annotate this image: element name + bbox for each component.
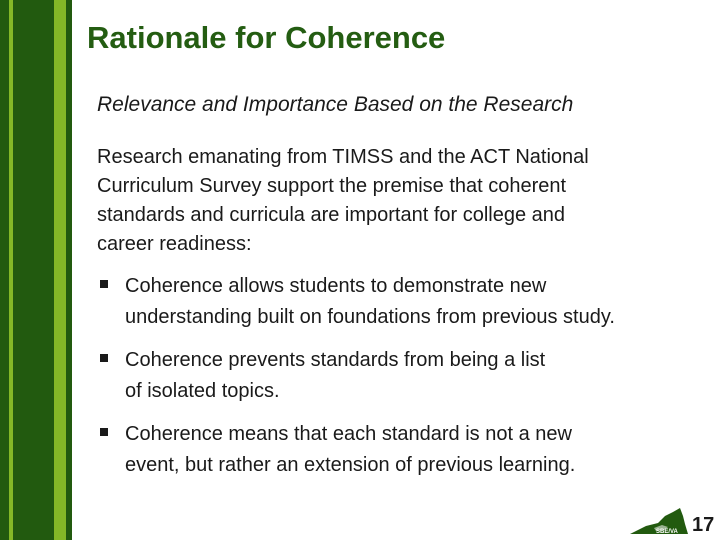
slide-title: Rationale for Coherence <box>87 20 446 55</box>
virginia-state-map-logo <box>628 506 690 536</box>
bullet-text <box>125 345 717 407</box>
intro-line: Curriculum Survey support the premise that coherent <box>97 175 567 197</box>
bullet-line: understanding built on foundations from previous study. <box>125 306 615 328</box>
bullet-line: of isolated topics. <box>125 380 280 402</box>
bullet-list <box>97 271 717 493</box>
page-number: 17 <box>692 514 715 536</box>
bullet-text <box>125 271 717 333</box>
sidebar-stripe <box>9 0 13 540</box>
bullet-item <box>97 271 717 333</box>
left-sidebar-band <box>0 0 72 540</box>
svg-text:SBE/VA: SBE/VA <box>656 529 678 535</box>
intro-line: career readiness: <box>97 233 252 255</box>
bullet-line: event, but rather an extension of previous learning. <box>125 454 576 476</box>
bullet-item <box>97 419 717 481</box>
square-bullet-icon <box>100 280 108 288</box>
intro-paragraph <box>97 143 707 259</box>
square-bullet-icon <box>100 354 108 362</box>
bullet-item <box>97 345 717 407</box>
bullet-line: Coherence prevents standards from being a list <box>125 349 546 371</box>
bullet-line: Coherence allows students to demonstrate new <box>125 275 547 297</box>
intro-line: standards and curricula are important for college and <box>97 204 566 226</box>
bullet-line: Coherence means that each standard is not a new <box>125 423 572 445</box>
sidebar-stripe <box>54 0 66 540</box>
slide-subtitle: Relevance and Importance Based on the Research <box>97 93 574 116</box>
intro-line: Research emanating from TIMSS and the ACT National <box>97 146 589 168</box>
bullet-text <box>125 419 717 481</box>
square-bullet-icon <box>100 428 108 436</box>
